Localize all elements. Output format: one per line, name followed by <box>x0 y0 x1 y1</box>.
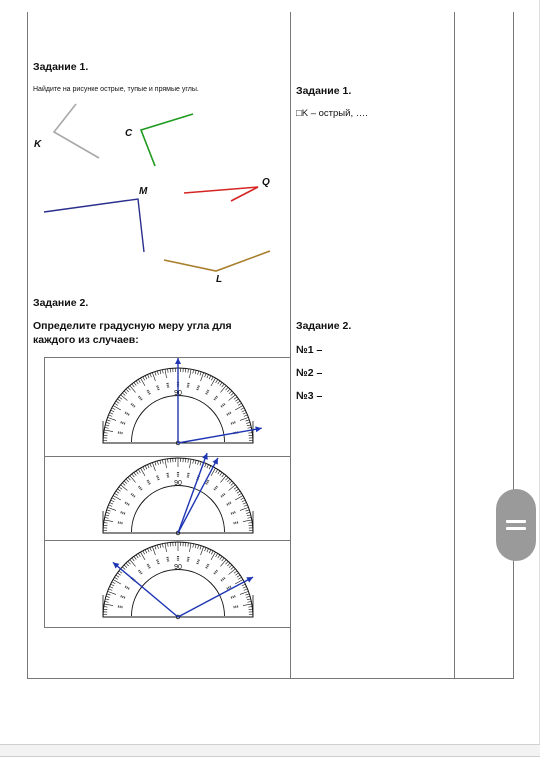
table-column-divider-2 <box>454 12 455 678</box>
task1-title: Задание 1. <box>33 61 89 73</box>
answer-2: №2 – <box>296 367 323 379</box>
table-column-divider-1 <box>290 12 291 678</box>
task2-instruction-line1: Определите градусную меру угла для <box>33 320 232 332</box>
task1-instruction: Найдите на рисунке острые, тупые и прямые углы. <box>33 86 199 93</box>
protractor-90-label: 90 <box>174 480 182 487</box>
answer-task2-title: Задание 2. <box>296 320 352 332</box>
task2-instruction-line2: каждого из случаев: <box>33 334 139 346</box>
angle-label-q: Q <box>262 177 270 188</box>
angle-label-c: C <box>125 128 133 139</box>
protractor-90-label: 90 <box>174 564 182 571</box>
protractor-90-label: 90 <box>174 390 182 397</box>
table-right-border <box>513 12 514 678</box>
angle-label-l: L <box>216 274 223 285</box>
answer-task1-title: Задание 1. <box>296 85 352 97</box>
next-page-edge <box>0 756 540 771</box>
task2-title: Задание 2. <box>33 297 89 309</box>
answer-3: №3 – <box>296 390 323 402</box>
answer-task1-text: □K – острый, …. <box>296 108 368 119</box>
angle-label-k: K <box>34 139 42 150</box>
scroll-handle[interactable] <box>496 489 536 561</box>
angle-label-m: M <box>139 186 148 197</box>
answer-1: №1 – <box>296 344 323 356</box>
